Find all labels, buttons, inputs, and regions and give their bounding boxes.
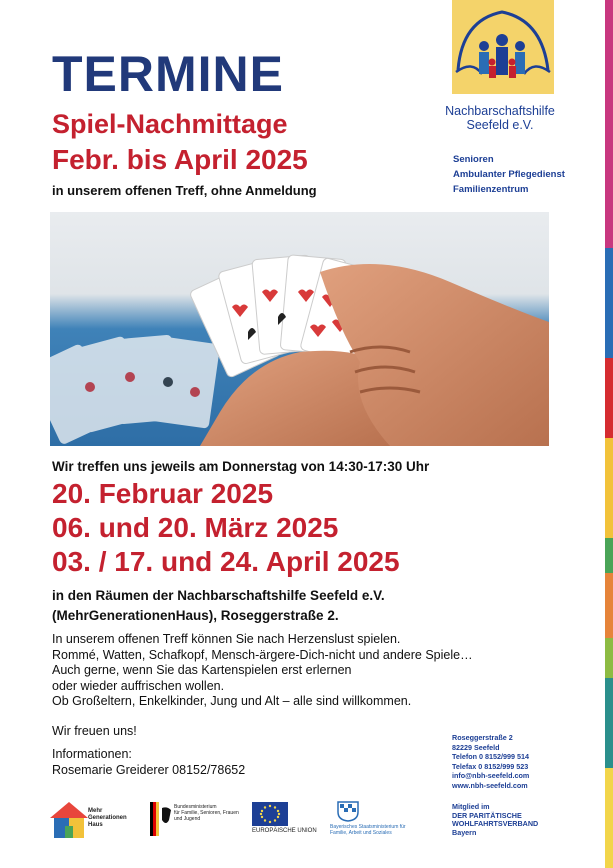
location-line1: in den Räumen der Nachbarschaftshilfe Seefeld e.V. [52, 588, 385, 603]
member-line: Bayern [452, 827, 477, 837]
member-line: Mitglied im [452, 802, 490, 811]
contact-street: Roseggerstraße 2 [452, 733, 513, 742]
bavaria-logo [330, 800, 420, 840]
eu-label: EUROPÄISCHE UNION [252, 828, 317, 834]
eu-logo [250, 802, 322, 838]
mgh-logo-text [88, 808, 127, 829]
bavaria-line: Familie, Arbeit und Soziales [330, 830, 392, 836]
event-note: in unserem offenen Treff, ohne Anmeldung [52, 183, 317, 198]
stripe-blue [605, 248, 613, 358]
org-name-line1: Nachbarschaftshilfe [445, 104, 555, 118]
stripe-lightgreen [605, 638, 613, 678]
description [52, 632, 473, 710]
date-april: 03. / 17. und 24. April 2025 [52, 546, 400, 577]
description-line: In unserem offenen Treff können Sie nach Herzenslust spielen. [52, 632, 401, 646]
contact-city: 82229 Seefeld [452, 742, 500, 752]
card-game-photo [50, 212, 549, 446]
service-item: Ambulanter Pflegedienst [453, 169, 565, 180]
info-contact: Rosemarie Greiderer 08152/78652 [52, 763, 246, 777]
page-title: TERMINE [52, 46, 284, 102]
description-line: oder wieder auffrischen wollen. [52, 678, 225, 693]
stripe-lightyellow [605, 768, 613, 868]
location [52, 586, 385, 626]
date-march: 06. und 20. März 2025 [52, 512, 339, 543]
bavaria-coat-icon [334, 800, 362, 822]
description-line: Rommé, Watten, Schafkopf, Mensch-ärgere-Dich-nicht und andere Spiele… [52, 647, 473, 662]
org-logo [452, 0, 554, 94]
stripe-teal [605, 678, 613, 768]
member-line: DER PARITÄTISCHE [452, 810, 522, 820]
stripe-magenta [605, 0, 613, 248]
thanks-text: Wir freuen uns! [52, 724, 137, 738]
bmfsfj-line: für Familie, Senioren, Frauen [174, 810, 239, 816]
mgh-text-line: Haus [88, 822, 103, 828]
info-block [52, 746, 245, 778]
contact-website[interactable]: www.nbh-seefeld.com [452, 780, 528, 790]
service-item: Senioren [453, 154, 494, 165]
info-label: Informationen: [52, 747, 132, 761]
stripe-red [605, 358, 613, 438]
org-name-line2: Seefeld e.V. [466, 118, 534, 132]
member-line: WOHLFAHRTSVERBAND [452, 819, 539, 828]
bmfsfj-line: Bundesministerium [174, 804, 217, 810]
meeting-time: Wir treffen uns jeweils am Donnerstag von 14:30-17:30 Uhr [52, 459, 430, 474]
mgh-text-line: Generationen [88, 815, 127, 821]
family-hands-icon [452, 0, 554, 94]
mgh-text-line: Mehr [88, 808, 103, 814]
description-line: Auch gerne, wenn Sie das Kartenspielen erst erlernen [52, 663, 352, 677]
contact-phone: Telefon 0 8152/999 514 [452, 752, 529, 761]
event-title: Spiel-Nachmittage [52, 109, 288, 139]
stripe-green [605, 538, 613, 573]
house-icon [48, 800, 90, 840]
org-name [436, 104, 564, 132]
description-line: Ob Großeltern, Enkelkinder, Jung und Alt – alle sind willkommen. [52, 694, 412, 708]
service-item: Familienzentrum [453, 184, 529, 195]
stripe-orange [605, 573, 613, 638]
org-services [453, 152, 565, 197]
date-february: 20. Februar 2025 [52, 478, 274, 509]
bavaria-line: Bayerisches Staatsministerium für [330, 824, 406, 830]
federal-eagle-icon [150, 802, 172, 836]
event-period: Febr. bis April 2025 [52, 144, 308, 175]
stripe-yellow [605, 438, 613, 538]
contact-email[interactable]: info@nbh-seefeld.com [452, 771, 530, 780]
contact-fax: Telefax 0 8152/999 523 [452, 761, 529, 771]
contact-block [452, 733, 529, 790]
location-line2: (MehrGenerationenHaus), Roseggerstraße 2. [52, 608, 339, 623]
mgh-logo [48, 800, 138, 840]
eu-flag-icon [252, 802, 288, 826]
membership-block [452, 803, 538, 837]
bmfsfj-text [174, 804, 239, 822]
bavaria-text [330, 824, 406, 836]
bmfsfj-line: und Jugend [174, 816, 201, 822]
bmfsfj-logo [150, 802, 240, 838]
